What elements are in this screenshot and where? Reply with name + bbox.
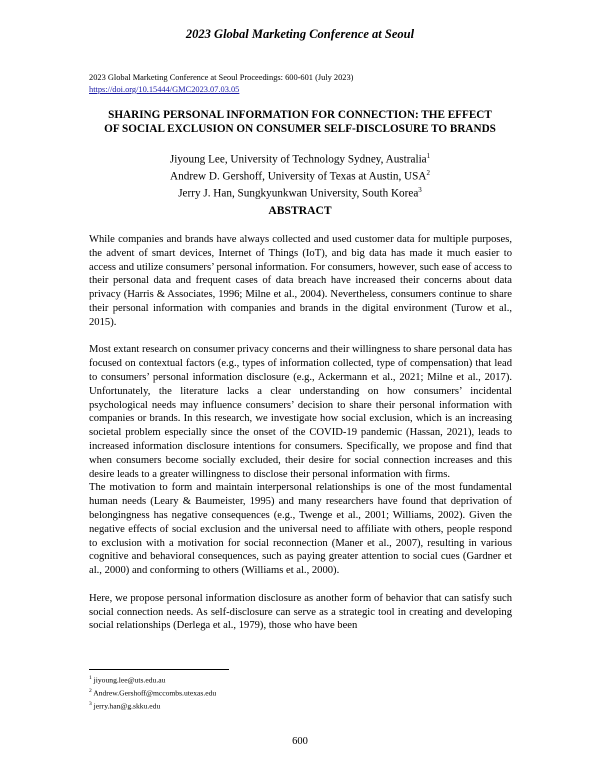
author-line [60, 184, 540, 201]
body-paragraph: Here, we propose personal information disclosure as another form of behavior that can satisfy such social connection needs. As self-disclosure can serve as a strategic tool in creating and developing social relationships (Derlega et al., 1979), those who have been [89, 592, 512, 632]
title-line-2: OF SOCIAL EXCLUSION ON CONSUMER SELF-DISCLOSURE TO BRANDS [104, 123, 496, 135]
author-email: Andrew.Gershoff@mccombs.utexas.edu [93, 688, 217, 698]
footnote-mark: 2 [426, 169, 430, 178]
author-email: jiyoung.lee@uts.edu.au [93, 675, 166, 685]
author-affiliation: Jerry J. Han, Sungkyunkwan University, South Korea [178, 188, 419, 201]
footnotes [89, 673, 216, 712]
body-paragraph: Most extant research on consumer privacy concerns and their willingness to share personal data has focused on contextual factors (e.g., types of information collected, type of compensation) that lead to consumers’ personal information disclosure (e.g., Ackermann et al., 2021; Milne et al., 2017). Unfortunately, the literature lacks a clear understanding on how consumers’ incidental psychological needs may influence consumers’ decision to share their personal information with companies or brands. In this research, we investigate how social exclusion, which is an increasing societal problem especially since the onset of the COVID-19 pandemic (Hassan, 2021), leads to increased information disclosure intentions for consumers. Specifically, we propose and find that when consumers become socially excluded, their desire for social connection increases and this desire leads to a greater willingness to disclose their personal information with firms. [89, 344, 512, 480]
footnote-divider [89, 669, 229, 670]
footnote-mark: 1 [89, 675, 92, 681]
running-head: 2023 Global Marketing Conference at Seoul [185, 27, 415, 41]
author-affiliation: Jiyoung Lee, University of Technology Sydney, Australia [169, 153, 427, 166]
paper-title [60, 108, 540, 136]
footnote-mark: 3 [418, 186, 422, 195]
page-number: 600 [292, 736, 308, 747]
author-list [60, 150, 540, 202]
footnote [89, 686, 216, 699]
title-line-1: SHARING PERSONAL INFORMATION FOR CONNECTION: THE EFFECT [108, 109, 492, 121]
footnote-mark: 3 [89, 701, 92, 708]
footnote [89, 673, 216, 686]
proceedings-citation: 2023 Global Marketing Conference at Seoul Proceedings: 600-601 (July 2023) [89, 73, 354, 82]
abstract-body [89, 233, 512, 633]
abstract-heading: ABSTRACT [268, 204, 332, 217]
proceedings-block [89, 72, 353, 96]
footnote-mark: 2 [89, 688, 92, 695]
author-email: jerry.han@g.skku.edu [93, 701, 161, 711]
body-paragraph: The motivation to form and maintain interpersonal relationships is one of the most fundamental human needs (Leary & Baumeister, 1995) and many researchers have found that deprivation of belongingness has negative consequences (e.g., Twenge et al., 2001; Williams, 2002). Given the negative effects of social exclusion and the universal need to affiliate with others, people respond to exclusion with a motivation for social reconnection (Maner et al., 2007), resulting in various cognitive and behavioral consequences, such as paying greater attention to social cues (Gardner et al., 2000) and conforming to others (Williams et al., 2000). [89, 482, 512, 577]
author-line [60, 167, 540, 184]
author-line [60, 150, 540, 167]
doi-link[interactable]: https://doi.org/10.15444/GMC2023.07.03.05 [89, 85, 240, 94]
author-affiliation: Andrew D. Gershoff, University of Texas at Austin, USA [170, 170, 427, 183]
footnote-mark: 1 [426, 152, 431, 160]
body-paragraph: While companies and brands have always collected and used customer data for multiple purposes, the advent of smart devices, Internet of Things (IoT), and big data has made it much easier to access and utilize consumers’ personal information. For consumers, however, such ease of access to their personal data and frequent cases of data breach have increased their concerns about data privacy (Harris & Associates, 1996; Milne et al., 2004). Nevertheless, consumers continue to share their personal information with companies and brands in the digital environment (Turow et al., 2015). [89, 234, 512, 328]
footnote [89, 699, 216, 712]
